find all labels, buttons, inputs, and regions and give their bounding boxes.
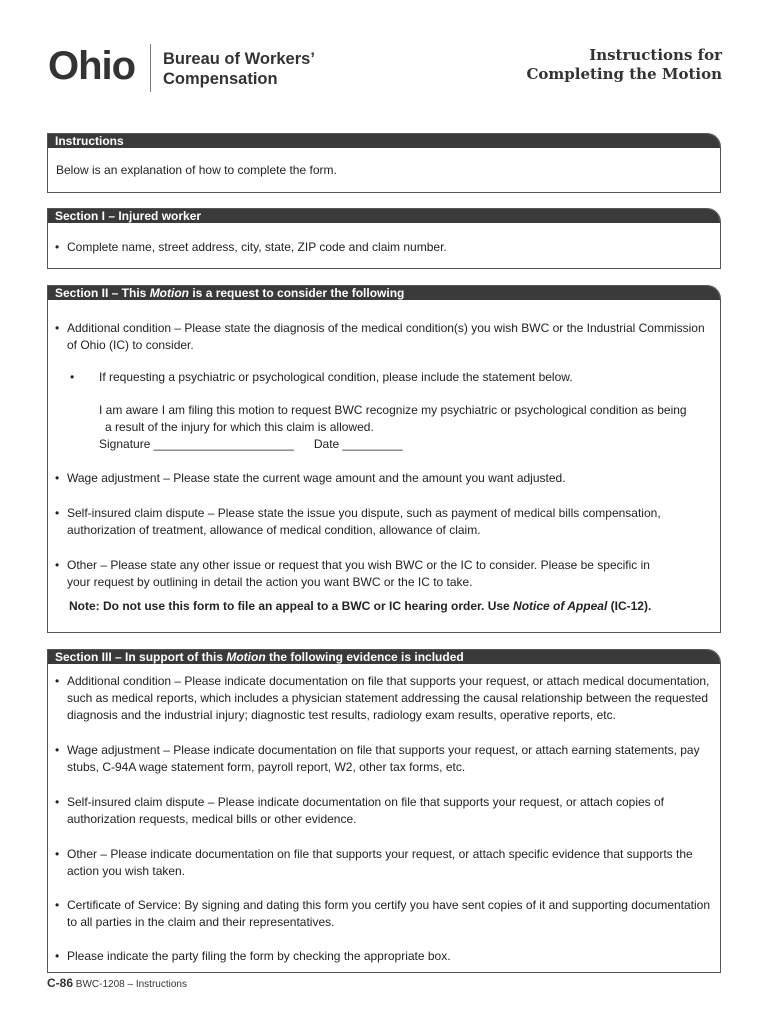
- section-3: [47, 649, 721, 973]
- section-2-bullet-self-insured: • Self-insured claim dispute – Please state the issue you dispute, such as payment of medical bills compensation, authorization of treatment, allowance of medical condition, allowance of claim.: [55, 506, 661, 537]
- section-2-bullet-other: • Other – Please state any other issue or request that you wish BWC or the IC to consider. Please be specific in your request by outlining in detail the action you want BWC or the IC to take.: [55, 558, 650, 589]
- instructions-text: Below is an explanation of how to complete the form.: [56, 163, 337, 177]
- section-3-bullet-wage: • Wage adjustment – Please indicate documentation on file that supports your request, or attach earning statements, pay stubs, C-94A wage statement form, payroll report, W2, other tax forms, etc.: [55, 743, 700, 774]
- section-1-bullet: • Complete name, street address, city, state, ZIP code and claim number.: [55, 240, 447, 254]
- section-2-note: Note: Do not use this form to file an appeal to a BWC or IC hearing order. Use Notice of Appeal (IC-12).: [69, 599, 652, 613]
- section-3-bullet-additional: • Additional condition – Please indicate documentation on file that supports your request, or attach medical documentation, such as medical reports, which includes a physician statement addressing the causal relationship between the requested diagnosis and the industrial injury; diagnostic test results, radiology exam results, operative reports, etc.: [55, 674, 710, 722]
- ohio-logo: [48, 46, 135, 86]
- bureau-line2: Compensation: [163, 70, 278, 88]
- logo-text: Ohio: [48, 44, 136, 88]
- logo-divider: [150, 44, 151, 92]
- title-line1: Instructions for: [589, 46, 722, 64]
- section-3-bullet-party: • Please indicate the party filing the form by checking the appropriate box.: [55, 949, 451, 963]
- section-3-bullet-self-insured: • Self-insured claim dispute – Please indicate documentation on file that supports your request, or attach copies of authorization requests, medical bills or other evidence.: [55, 795, 665, 826]
- psych-statement: I am aware I am filing this motion to request BWC recognize my psychiatric or psychological condition as being a result of the injury for which this claim is allowed. Signature _____________________ Date _________: [99, 403, 687, 451]
- section-1-heading: Section I – Injured worker: [48, 209, 720, 223]
- signature-line: Signature _____________________: [99, 437, 294, 451]
- section-3-bullet-other: • Other – Please indicate documentation on file that supports your request, or attach specific evidence that supports the action you wish taken.: [55, 847, 693, 878]
- section-1: [47, 208, 721, 269]
- section-3-heading: Section III – In support of this Motion the following evidence is included: [48, 650, 720, 664]
- date-line: Date _________: [313, 437, 403, 451]
- instructions-heading: Instructions: [48, 134, 720, 148]
- bureau-name: [163, 49, 315, 89]
- title-line2: Completing the Motion: [526, 65, 722, 83]
- instructions-section: [47, 133, 721, 193]
- document-title: [526, 46, 722, 84]
- section-2-sub-bullet: • If requesting a psychiatric or psychological condition, please include the statement below.: [70, 370, 573, 384]
- section-3-bullet-certificate: • Certificate of Service: By signing and dating this form you certify you have sent copies of it and supporting documentation to all parties in the claim and their representatives.: [55, 898, 711, 929]
- footer: [47, 976, 187, 990]
- section-2-bullet-additional: • Additional condition – Please state the diagnosis of the medical condition(s) you wish BWC or the Industrial Commission of Ohio (IC) to consider.: [55, 321, 705, 352]
- section-2-heading: Section II – This Motion is a request to consider the following: [48, 286, 720, 300]
- form-number: BWC-1208 – Instructions: [75, 979, 187, 990]
- section-2-bullet-wage: • Wage adjustment – Please state the current wage amount and the amount you want adjusted.: [55, 471, 566, 485]
- section-2: [47, 285, 721, 633]
- form-code: C-86: [47, 976, 74, 990]
- bureau-line1: Bureau of Workers’: [163, 50, 315, 68]
